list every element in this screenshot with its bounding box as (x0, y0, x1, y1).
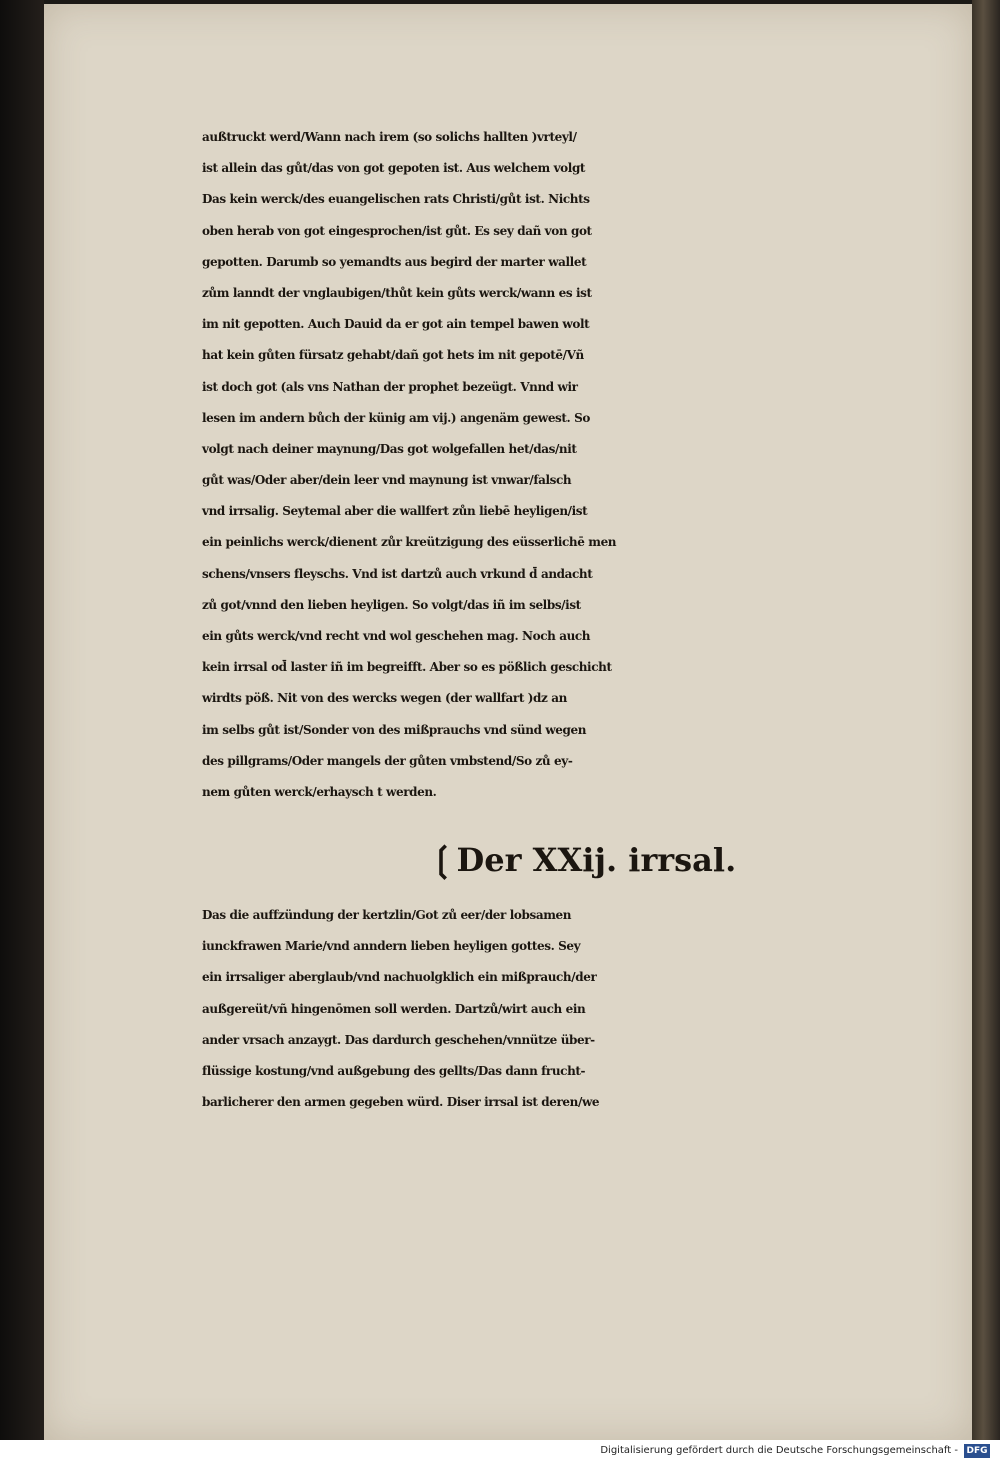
text-line: wirdts pöß. Nit von des wercks wegen (der wallfart )dz an (202, 691, 567, 706)
text-line: flüssige kostung/vnd außgebung des gellts/Das dann frucht- (202, 1063, 586, 1078)
text-line: nem gůten werck/erhaysch t werden. (202, 784, 437, 799)
footer-bar (0, 1440, 1000, 1464)
dfg-logo-icon: DFG (964, 1444, 990, 1458)
footer-credit: Digitalisierung gefördert durch die Deutsche Forschungsgemeinschaft - (600, 1445, 958, 1456)
text-line: gůt was/Oder aber/dein leer vnd maynung ist vnwar/falsch (202, 473, 572, 488)
text-line: hat kein gůten fürsatz gehabt/dañ got hets im nit gepotē/Vñ (202, 348, 584, 363)
pilcrow-icon: ❲ (428, 840, 457, 880)
text-line: schens/vnsers fleyschs. Vnd ist dartzů auch vrkund d̄ andacht (202, 566, 593, 581)
chapter-heading (428, 840, 736, 880)
second-paragraph (202, 900, 932, 1118)
text-line: im selbs gůt ist/Sonder von des mißprauchs vnd sünd wegen (202, 722, 587, 737)
text-line: volgt nach deiner maynung/Das got wolgefallen het/das/nit (202, 441, 577, 456)
body-text (202, 122, 932, 808)
text-line: ein peinlichs werck/dienent zůr kreützigung des eüsserlichē men (202, 535, 617, 550)
text-line: ander vrsach anzaygt. Das dardurch geschehen/vnnütze über- (202, 1032, 595, 1047)
text-line: des pillgrams/Oder mangels der gůten vmbstend/So zů ey- (202, 753, 573, 768)
text-line: vnd irrsalig. Seytemal aber die wallfert zůn liebē heyligen/ist (202, 504, 588, 519)
text-line: oben herab von got eingesprochen/ist gůt. Es sey dañ von got (202, 223, 592, 238)
text-line: Das kein werck/des euangelischen rats Christi/gůt ist. Nichts (202, 192, 590, 207)
text-line: Das die auffzündung der kertzlin/Got zů eer/der lobsamen (202, 908, 572, 922)
text-line: ist doch got (als vns Nathan der prophet bezeügt. Vnnd wir (202, 379, 578, 394)
text-line: lesen im andern bůch der künig am vij.) angenäm gewest. So (202, 410, 590, 425)
book-edge-right (972, 0, 1000, 1440)
text-line: iunckfrawen Marie/vnd anndern lieben heyligen gottes. Sey (202, 939, 581, 954)
text-line: kein irrsal od̄ laster iñ im begreifft. Aber so es pößlich geschicht (202, 660, 612, 675)
heading-text: Der XXij. irrsal. (456, 841, 737, 879)
text-line: ein irrsaliger aberglaub/vnd nachuolgklich ein mißprauch/der (202, 970, 597, 985)
text-line: ist allein das gůt/das von got gepoten ist. Aus welchem volgt (202, 161, 586, 176)
text-line: barlicherer den armen gegeben würd. Diser irrsal ist deren/we (202, 1095, 600, 1110)
text-line: im nit gepotten. Auch Dauid da er got ain tempel bawen wolt (202, 317, 590, 332)
text-line: gepotten. Darumb so yemandts aus begird der marter wallet (202, 254, 587, 269)
text-line: außgereüt/vñ hingenōmen soll werden. Dartzů/wirt auch ein (202, 1001, 586, 1016)
book-binding-left (0, 0, 44, 1440)
text-line: zům lanndt der vnglaubigen/thůt kein gůts werck/wann es ist (202, 285, 592, 300)
text-line: zů got/vnnd den lieben heyligen. So volgt/das iñ im selbs/ist (202, 597, 581, 612)
text-line: außtruckt werd/Wann nach irem (so solichs hallten )vrteyl/ (202, 130, 577, 144)
text-line: ein gůts werck/vnd recht vnd wol geschehen mag. Noch auch (202, 629, 591, 643)
